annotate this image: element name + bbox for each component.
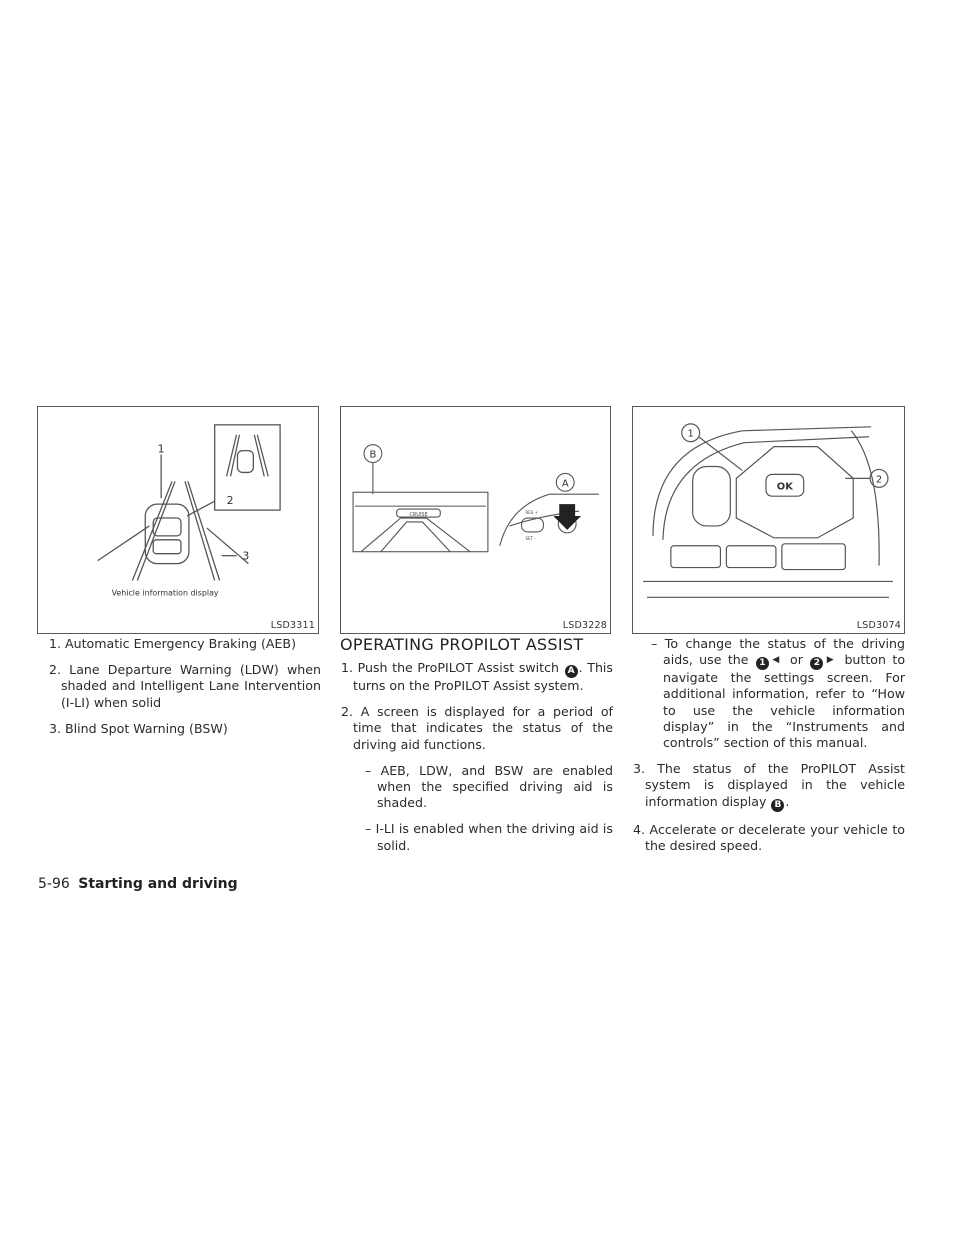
sub-item: – AEB, LDW, and BSW are enabled when the specified driving aid is shaded. [365, 762, 613, 811]
page-number: 5-96 [38, 876, 70, 892]
switch-label-res: RES + [525, 510, 538, 516]
right-arrow-icon: ▶ [824, 655, 837, 666]
figure-lsd3311 [37, 406, 319, 634]
callout-2: 2 [875, 474, 883, 486]
badge-b-icon: B [771, 799, 784, 812]
list-item: 2. Lane Departure Warning (LDW) when shaded and Intelligent Lane Intervention (I-LI) when solid [49, 662, 321, 710]
figure-lsd3228 [340, 406, 611, 634]
list-item: 3. Blind Spot Warning (BSW) [49, 720, 228, 736]
section-heading: OPERATING PROPILOT ASSIST [340, 635, 584, 654]
sub-item: – I-LI is enabled when the driving aid is solid. [365, 821, 613, 853]
callout-3: 3 [242, 549, 250, 563]
callout-b: B [369, 449, 377, 461]
sub-item: – To change the status of the driving aids, use the 1 ◀ or 2 ▶ button to navigate the settings screen. For additional information, refer to “How to use the vehicle information display” in the “Instruments and controls” section of this manual. [651, 636, 906, 751]
display-cruise-text: CRUISE [409, 512, 428, 519]
list-item: 1. Push the ProPILOT Assist switch A . This turns on the ProPILOT Assist system. [341, 660, 613, 693]
column-2 [341, 636, 613, 864]
lane-diagram-illustration [38, 407, 318, 633]
propilot-switch-illustration [341, 407, 610, 633]
callout-a: A [561, 478, 569, 490]
figure-lsd3074 [632, 406, 905, 634]
callout-1: 1 [687, 428, 694, 440]
switch-label-set: SET - [525, 535, 536, 541]
section-name: Starting and driving [78, 876, 238, 892]
column-3 [633, 636, 905, 864]
ok-button-label: OK [776, 481, 793, 493]
callout-2: 2 [226, 494, 234, 508]
steering-controls-illustration [633, 407, 904, 633]
figure-id: LSD3311 [270, 620, 315, 631]
figure-id: LSD3228 [562, 620, 607, 631]
badge-1-icon: 1 [756, 657, 769, 670]
badge-2-icon: 2 [810, 657, 823, 670]
figure-caption: Vehicle information display [111, 588, 219, 598]
badge-a-icon: A [565, 665, 578, 678]
column-1 [49, 636, 321, 747]
page-footer [38, 876, 238, 892]
list-item: 3. The status of the ProPILOT Assist system is displayed in the vehicle information display B . [633, 761, 905, 810]
list-item: 2. A screen is displayed for a period of time that indicates the status of the driving aid functions. [341, 704, 613, 752]
left-arrow-icon: ◀ [769, 655, 782, 666]
list-item: 1. Automatic Emergency Braking (AEB) [49, 636, 296, 651]
list-item: 4. Accelerate or decelerate your vehicle to the desired speed. [633, 821, 905, 853]
callout-1: 1 [157, 442, 165, 456]
figure-id: LSD3074 [856, 620, 901, 631]
